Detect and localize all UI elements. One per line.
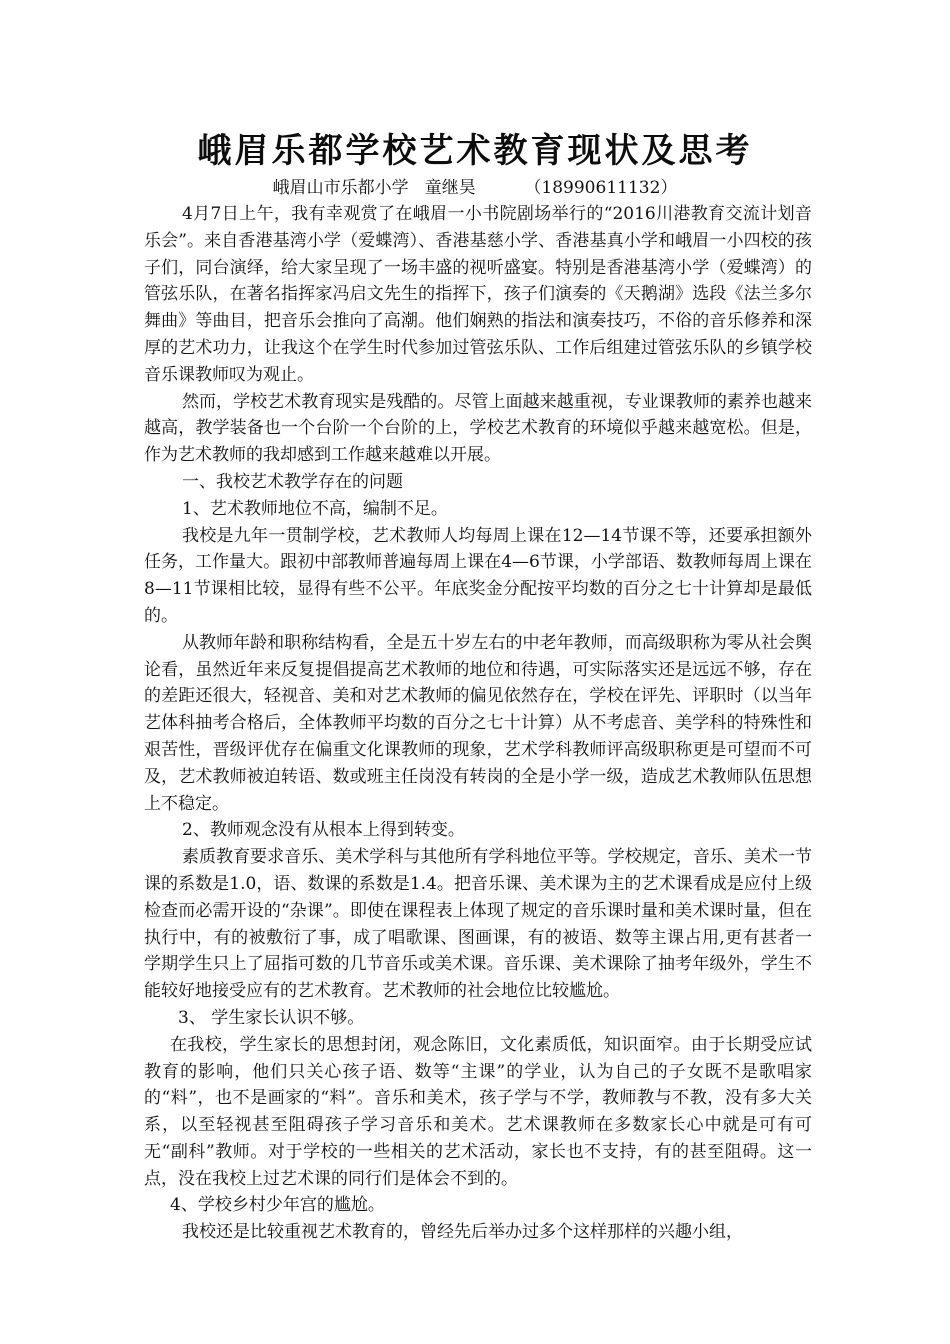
- subsection-heading: 3、 学生家长认识不够。: [178, 1007, 365, 1028]
- document-title: 峨眉乐都学校艺术教育现状及思考: [197, 131, 753, 171]
- subsection-heading: 2、教师观念没有从根本上得到转变。: [182, 820, 465, 841]
- body-paragraph: 4月7日上午，我有幸观赏了在峨眉一小书院剧场举行的“2016川港教育交流计划音乐会”。来自香港基湾小学（爱蝶湾）、香港基慈小学、香港基真小学和峨眉一小四校的孩子们，同台演绎，给大家呈现了一场丰盛的视听盛宴。特别是香港基湾小学（爱蝶湾）的管弦乐队，在著名指挥家冯启文先生的指挥下，孩子们演奏的《天鹅湖》选段《法兰多尔舞曲》等曲目，把音乐会推向了高潮。他们娴熟的指法和演奏技巧，不俗的音乐修养和深厚的艺术功力，让我这个在学生时代参加过管弦乐队、工作后组建过管弦乐队的乡镇学校音乐课教师叹为观止。: [144, 204, 812, 385]
- section-heading: 一、我校艺术教学存在的问题: [182, 471, 403, 492]
- body-paragraph: 我校还是比较重视艺术教育的，曾经先后举办过多个这样那样的兴趣小组，: [182, 1222, 743, 1243]
- subsection-heading: 4、学校乡村少年宫的尴尬。: [170, 1195, 385, 1216]
- body-paragraph: 然而，学校艺术教育现实是残酷的。尽管上面越来越重视，专业课教师的素养也越来越高，教学装备也一个台阶一个台阶的上，学校艺术教育的环境似乎越来越宽松。但是，作为艺术教师的我却感到工作越来越难以开展。: [144, 391, 812, 466]
- author-byline: 峨眉山市乐都小学 童继昊 （18990611132）: [272, 178, 678, 198]
- document-body: [144, 201, 812, 1246]
- body-paragraph: 素质教育要求音乐、美术学科与其他所有学科地位平等。学校规定，音乐、美术一节课的系数是1.0，语、数课的系数是1.4。把音乐课、美术课为主的艺术课看成是应付上级检查而必需开设的“杂课”。即使在课程表上体现了规定的音乐课时量和美术课时量，但在执行中，有的被敷衍了事，成了唱歌课、图画课，有的被语、数等主课占用,更有甚者一学期学生只上了屈指可数的几节音乐或美术课。音乐课、美术课除了抽考年级外，学生不能较好地接受应有的艺术教育。艺术教师的社会地位比较尴尬。: [144, 847, 812, 1002]
- body-paragraph: 从教师年龄和职称结构看，全是五十岁左右的中老年教师，而高级职称为零从社会舆论看，虽然近年来反复提倡提高艺术教师的地位和待遇，可实际落实还是远远不够，存在的差距还很大，轻视音、美和对艺术教师的偏见依然存在，学校在评先、评职时（以当年艺体科抽考合格后，全体教师平均数的百分之七十计算）从不考虑音、美学科的特殊性和艰苦性，晋级评优存在偏重文化课教师的现象，艺术学科教师评高级职称更是可望而不可及，艺术教师被迫转语、数或班主任岗没有转岗的全是小学一级，造成艺术教师队伍思想上不稳定。: [144, 632, 812, 814]
- body-paragraph: 我校是九年一贯制学校，艺术教师人均每周上课在12—14节课不等，还要承担额外任务，工作量大。跟初中部教师普遍每周上课在4—6节课，小学部语、数教师每周上课在8—11节课相比较，显得有些不公平。年底奖金分配按平均数的百分之七十计算却是最低的。: [144, 525, 812, 626]
- body-paragraph: 在我校，学生家长的思想封闭，观念陈旧，文化素质低，知识面窄。由于长期受应试教育的影响，他们只关心孩子语、数等“主课”的学业，认为自己的子女既不是歌唱家的“料”，也不是画家的“料”。音乐和美术，孩子学与不学，教师教与不教，没有多大关系，以至轻视甚至阻碍孩子学习音乐和美术。艺术课教师在多数家长心中就是可有可无“副科”教师。对于学校的一些相关的艺术活动，家长也不支持，有的甚至阻碍。这一点，没在我校上过艺术课的同行们是体会不到的。: [144, 1034, 812, 1189]
- subsection-heading: 1、艺术教师地位不高，编制不足。: [182, 498, 448, 519]
